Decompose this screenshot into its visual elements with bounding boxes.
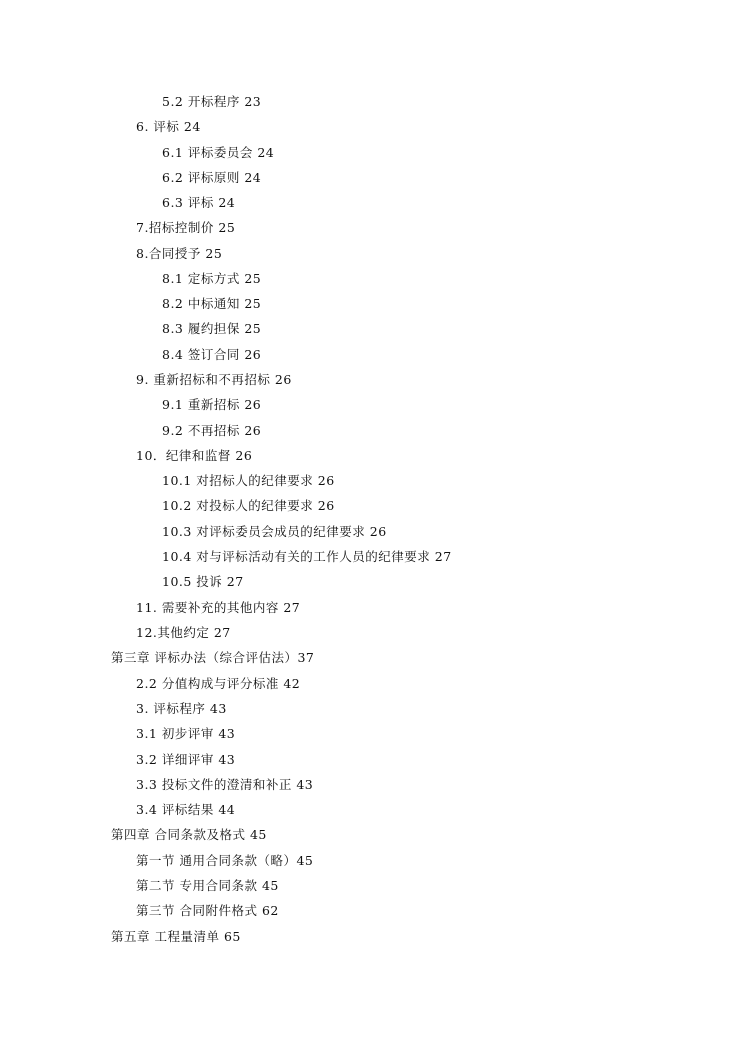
toc-entry: 7.招标控制价 25	[136, 220, 236, 235]
toc-entry: 10.3 对评标委员会成员的纪律要求 26	[162, 524, 387, 539]
toc-entry: 3. 评标程序 43	[136, 701, 227, 716]
toc-entry: 第三节 合同附件格式 62	[136, 903, 279, 918]
toc-entry: 3.2 详细评审 43	[136, 752, 236, 767]
toc-chapter: 第五章 工程量清单 65	[111, 929, 241, 944]
toc-entry: 10.1 对招标人的纪律要求 26	[162, 473, 335, 488]
toc-entry: 第二节 专用合同条款 45	[136, 878, 279, 893]
toc-entry: 10.2 对投标人的纪律要求 26	[162, 498, 335, 513]
toc-entry: 8.2 中标通知 25	[162, 296, 262, 311]
toc-chapter: 第四章 合同条款及格式 45	[111, 827, 267, 842]
toc-entry: 第一节 通用合同条款（略）45	[136, 853, 314, 868]
toc-entry: 3.4 评标结果 44	[136, 802, 236, 817]
toc-entry: 12.其他约定 27	[136, 625, 231, 640]
toc-entry: 6.3 评标 24	[162, 195, 236, 210]
toc-entry: 6.1 评标委员会 24	[162, 145, 275, 160]
toc-entry: 11. 需要补充的其他内容 27	[136, 600, 301, 615]
toc-entry: 8.4 签订合同 26	[162, 347, 262, 362]
toc-entry: 9.2 不再招标 26	[162, 423, 262, 438]
toc-entry: 8.3 履约担保 25	[162, 321, 262, 336]
toc-chapter: 第三章 评标办法（综合评估法）37	[111, 650, 315, 665]
toc-entry: 10.4 对与评标活动有关的工作人员的纪律要求 27	[162, 549, 452, 564]
toc-entry: 3.3 投标文件的澄清和补正 43	[136, 777, 314, 792]
toc-entry: 8.合同授予 25	[136, 246, 223, 261]
toc-entry: 10.5 投诉 27	[162, 574, 244, 589]
toc-entry: 3.1 初步评审 43	[136, 726, 236, 741]
toc-entry: 6. 评标 24	[136, 119, 201, 134]
toc-entry: 9.1 重新招标 26	[162, 397, 262, 412]
toc-entry: 5.2 开标程序 23	[162, 94, 262, 109]
toc-entry: 9. 重新招标和不再招标 26	[136, 372, 292, 387]
toc-entry: 10．纪律和监督 26	[136, 448, 253, 463]
toc-entry: 6.2 评标原则 24	[162, 170, 262, 185]
toc-entry: 2.2 分值构成与评分标准 42	[136, 676, 301, 691]
toc-entry: 8.1 定标方式 25	[162, 271, 262, 286]
